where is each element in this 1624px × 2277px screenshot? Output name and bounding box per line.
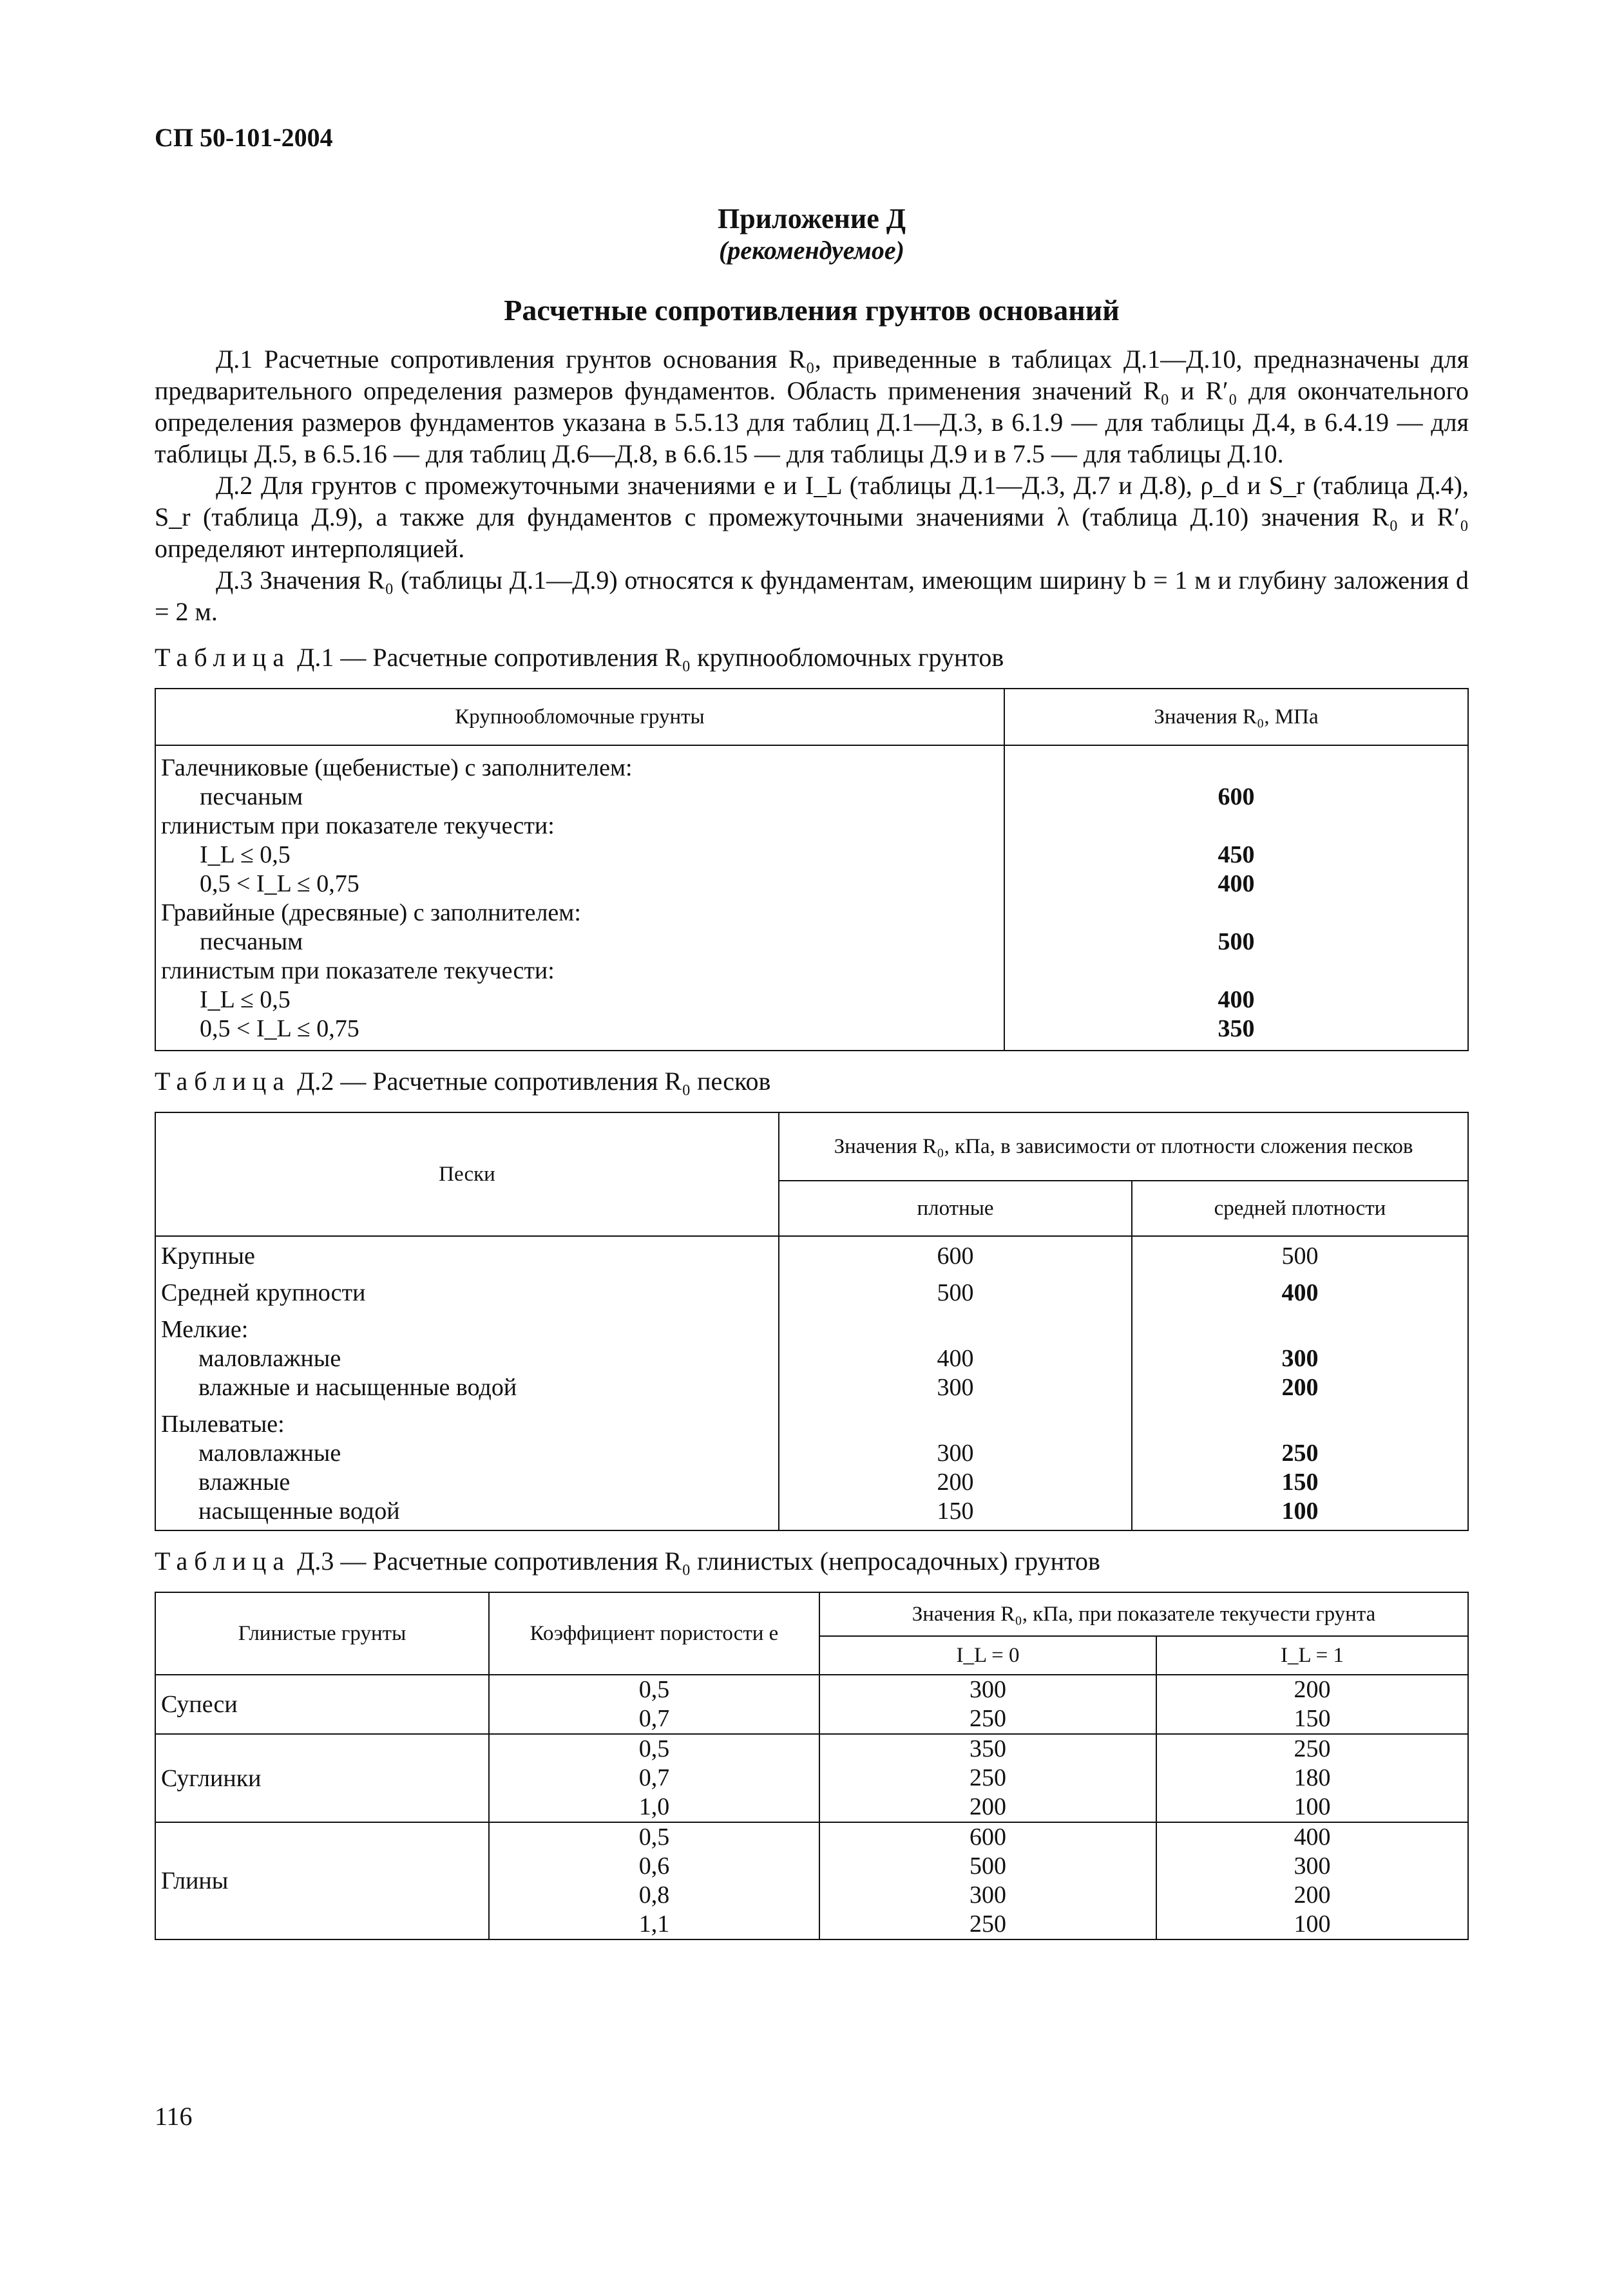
table3-group-gliny: Глины	[155, 1822, 489, 1939]
document-id: СП 50-101-2004	[155, 123, 333, 152]
table1-values-cell	[1004, 745, 1468, 1051]
table2-row-label: влажные и насыщенные водой	[198, 1374, 517, 1401]
table3-e-cell	[489, 1822, 819, 1939]
table1-caption	[155, 642, 1469, 674]
table1-row-label: песчаным	[200, 783, 303, 810]
table2-dense-value: 200	[937, 1469, 974, 1496]
table3-il1-value: 150	[1294, 1705, 1331, 1732]
table2-medium-value: 100	[1281, 1498, 1319, 1525]
table2-row-label: насыщенные водой	[198, 1498, 400, 1525]
table2-medium-value: 250	[1281, 1440, 1319, 1467]
table3-e-cell	[489, 1734, 819, 1822]
table2-dense-cell	[779, 1236, 1132, 1530]
table3-caption-text: Д.3 — Расчетные сопротивления R₀ глинистых (непросадочных) грунтов	[297, 1547, 1100, 1576]
table3-header-il1: I_L = 1	[1156, 1636, 1468, 1675]
table3-il0-value: 600	[970, 1824, 1006, 1851]
table2-dense-value: 150	[937, 1498, 974, 1525]
table2-dense-value	[785, 1410, 1126, 1439]
table3-il1-value: 180	[1294, 1764, 1331, 1791]
table2-dense-value: 300	[937, 1374, 974, 1401]
table2-medium-value: 300	[1281, 1345, 1319, 1372]
table3-group-suglinki: Суглинки	[155, 1734, 489, 1822]
table3-il0-value: 300	[970, 1676, 1006, 1703]
table3-e-cell	[489, 1675, 819, 1734]
table3-il0-value: 300	[970, 1882, 1006, 1909]
table3-e-value: 0,6	[638, 1853, 670, 1880]
table3-e-value: 0,5	[638, 1824, 670, 1851]
table3-il0-value: 250	[970, 1764, 1006, 1791]
table2-row-label: влажные	[198, 1469, 291, 1496]
table1-value	[1010, 812, 1462, 841]
table3-il1-value: 200	[1294, 1676, 1331, 1703]
table2-medium-value: 200	[1281, 1374, 1319, 1401]
table1-row-label: глинистым при показателе текучести:	[161, 812, 555, 839]
table3-il0-value: 250	[970, 1910, 1006, 1938]
table2-row-label: Мелкие:	[161, 1316, 249, 1343]
table2-caption-label: Таблица	[155, 1067, 291, 1096]
table1-row-label: I_L ≤ 0,5	[200, 986, 291, 1013]
table1-row-label: глинистым при показателе текучести:	[161, 957, 555, 984]
table3-group-supesi: Супеси	[155, 1675, 489, 1734]
table3-il0-value: 200	[970, 1793, 1006, 1820]
table2-dense-value: 500	[937, 1279, 974, 1306]
table1-value: 450	[1218, 841, 1255, 868]
table2	[155, 1112, 1469, 1531]
table1-value: 400	[1218, 986, 1255, 1013]
table2-caption	[155, 1065, 1469, 1098]
table3-e-value: 0,8	[638, 1882, 670, 1909]
table2-dense-value: 600	[937, 1243, 974, 1270]
paragraph-d2: Д.2 Для грунтов с промежуточными значениями e и I_L (таблицы Д.1—Д.3, Д.7 и Д.8), ρ_d и S_r (таблица Д.4), S_r (таблица Д.9), а также для фундаментов с промежуточными значениями λ (таблица Д.10) значения R₀ и R′₀ определяют интерполяцией.	[155, 471, 1469, 563]
table3-il1-cell	[1156, 1822, 1468, 1939]
table3-header-group: Значения R₀, кПа, при показателе текучести грунта	[819, 1592, 1468, 1636]
table2-medium-value	[1138, 1315, 1462, 1344]
document-page	[155, 122, 1469, 2222]
table3-il0-cell	[819, 1822, 1156, 1939]
table1-value: 350	[1218, 1015, 1255, 1042]
table3-il1-value: 200	[1294, 1882, 1331, 1909]
paragraph-d1: Д.1 Расчетные сопротивления грунтов основания R₀, приведенные в таблицах Д.1—Д.10, предназначены для предварительного определения размеров фундаментов. Область применения значений R₀ и R′₀ для окончательного определения размеров фундаментов указана в 5.5.13 для таблиц Д.1—Д.3, в 6.1.9 — для таблицы Д.4, в 6.4.19 — для таблицы Д.5, в 6.5.16 — для таблиц Д.6—Д.8, в 6.6.15 — для таблицы Д.9 и в 7.5 — для таблицы Д.10.	[155, 345, 1469, 468]
table1	[155, 688, 1469, 1051]
table2-header-group: Значения R₀, кПа, в зависимости от плотности сложения песков	[779, 1112, 1468, 1181]
table2-dense-value: 400	[937, 1345, 974, 1372]
table2-labels-cell	[155, 1236, 779, 1530]
table3-caption-label: Таблица	[155, 1547, 291, 1576]
table1-header-soil: Крупнообломочные грунты	[155, 689, 1004, 745]
table3-e-value: 1,1	[638, 1910, 670, 1938]
table2-dense-value	[785, 1315, 1126, 1344]
table1-value	[1010, 899, 1462, 928]
table2-header-dense: плотные	[779, 1181, 1132, 1236]
appendix-subtitle: (рекомендуемое)	[719, 236, 904, 265]
table1-value	[1010, 957, 1462, 986]
section-title: Расчетные сопротивления грунтов оснований	[504, 294, 1120, 327]
table1-row-label: Галечниковые (щебенистые) с заполнителем:	[161, 754, 633, 781]
table3-e-value: 0,5	[638, 1676, 670, 1703]
table1-value: 500	[1218, 928, 1255, 955]
table3-e-value: 0,5	[638, 1735, 670, 1762]
table1-row-label: 0,5 < I_L ≤ 0,75	[200, 870, 359, 897]
table1-header-value: Значения R₀, МПа	[1004, 689, 1468, 745]
table1-row-label: I_L ≤ 0,5	[200, 841, 291, 868]
table1-row-label: Гравийные (дресвяные) с заполнителем:	[161, 899, 581, 926]
table3-e-value: 1,0	[638, 1793, 670, 1820]
page-number: 116	[155, 2102, 193, 2131]
table2-row-label: маловлажные	[198, 1345, 341, 1372]
table2-medium-value	[1138, 1410, 1462, 1439]
table2-row-label: Крупные	[161, 1243, 255, 1270]
table3-il1-cell	[1156, 1734, 1468, 1822]
table3-il0-value: 250	[970, 1705, 1006, 1732]
table3	[155, 1592, 1469, 1940]
table2-header-medium: средней плотности	[1132, 1181, 1468, 1236]
table3-header-il0: I_L = 0	[819, 1636, 1156, 1675]
table1-value	[1010, 754, 1462, 783]
table2-row-label: Пылеватые:	[161, 1411, 285, 1438]
table3-il0-cell	[819, 1675, 1156, 1734]
table2-header-sand: Пески	[155, 1112, 779, 1236]
table1-row-label: песчаным	[200, 928, 303, 955]
table3-il0-cell	[819, 1734, 1156, 1822]
table2-dense-value: 300	[937, 1440, 974, 1467]
table2-medium-value: 400	[1281, 1279, 1319, 1306]
table3-il1-value: 100	[1294, 1793, 1331, 1820]
table3-il1-value: 300	[1294, 1853, 1331, 1880]
table1-caption-text: Д.1 — Расчетные сопротивления R₀ крупнообломочных грунтов	[297, 643, 1004, 672]
table2-medium-cell	[1132, 1236, 1468, 1530]
table2-row-label: маловлажные	[198, 1440, 341, 1467]
table3-il1-value: 250	[1294, 1735, 1331, 1762]
table2-medium-value: 500	[1281, 1243, 1319, 1270]
table1-value: 400	[1218, 870, 1255, 897]
table3-il0-value: 500	[970, 1853, 1006, 1880]
table2-row-label: Средней крупности	[161, 1279, 366, 1306]
table3-header-e: Коэффициент пористости e	[489, 1592, 819, 1675]
table1-labels-cell	[155, 745, 1004, 1051]
table3-il1-value: 100	[1294, 1910, 1331, 1938]
paragraph-d3: Д.3 Значения R₀ (таблицы Д.1—Д.9) относятся к фундаментам, имеющим ширину b = 1 м и глубину заложения d = 2 м.	[155, 566, 1469, 626]
table2-caption-text: Д.2 — Расчетные сопротивления R₀ песков	[297, 1067, 771, 1096]
table3-e-value: 0,7	[638, 1705, 670, 1732]
table3-header-soil: Глинистые грунты	[155, 1592, 489, 1675]
table1-row-label: 0,5 < I_L ≤ 0,75	[200, 1015, 359, 1042]
table3-e-value: 0,7	[638, 1764, 670, 1791]
table3-caption	[155, 1545, 1469, 1577]
table1-caption-label: Таблица	[155, 643, 291, 672]
appendix-title: Приложение Д	[718, 203, 906, 234]
table3-il0-value: 350	[970, 1735, 1006, 1762]
table3-il1-cell	[1156, 1675, 1468, 1734]
table2-medium-value: 150	[1281, 1469, 1319, 1496]
table3-il1-value: 400	[1294, 1824, 1331, 1851]
table1-value: 600	[1218, 783, 1255, 810]
